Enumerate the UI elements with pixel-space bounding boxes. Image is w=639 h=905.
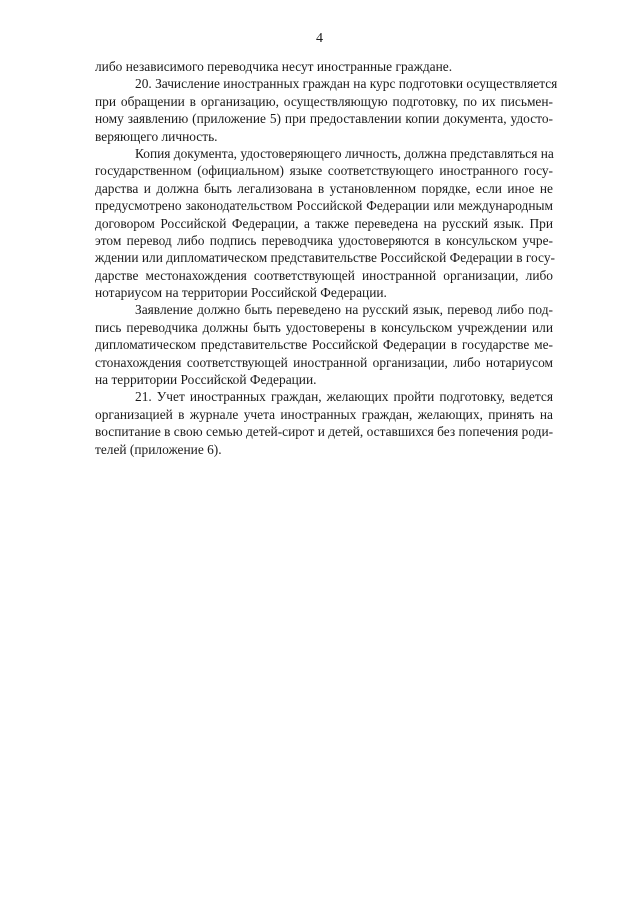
paragraph-application-translation [95, 301, 553, 388]
text-line: Заявление должно быть переведено на русский язык, перевод либо под- [135, 302, 553, 318]
text-line: нотариусом на территории Российской Федерации. [95, 285, 387, 301]
paragraph-item-20 [95, 75, 558, 145]
text-line: дарстве местонахождения соответствующей иностранной организации, либо [95, 267, 553, 283]
text-line: организацией в журнале учета иностранных граждан, желающих, принять на [95, 406, 553, 422]
text-line: 21. Учет иностранных граждан, желающих пройти подготовку, ведется [135, 389, 553, 405]
text-line: 20. Зачисление иностранных граждан на курс подготовки осуществляется [135, 76, 558, 92]
text-line: ному заявлению (приложение 5) при предоставлении копии документа, удосто- [95, 111, 553, 127]
text-line: пись переводчика должны быть удостоверены в консульском учреждении или [95, 319, 553, 335]
text-line: Копия документа, удостоверяющего личность, должна представляться на [135, 145, 554, 161]
text-line: веряющего личность. [95, 128, 218, 144]
text-line: либо независимого переводчика несут иностранные граждане. [95, 59, 453, 74]
text-line: государственном (официальном) языке соответствующего иностранного госу- [95, 163, 553, 179]
text-line: на территории Российской Федерации. [95, 372, 317, 388]
paragraph-continuation [95, 58, 553, 75]
text-line: стонахождения соответствующей иностранной организации, либо нотариусом [95, 354, 553, 370]
text-line: ждении или дипломатическом представительстве Российской Федерации в госу- [95, 250, 555, 266]
paragraph-item-21 [95, 388, 553, 458]
text-line: договором Российской Федерации, а также переведена на русский язык. При [95, 215, 553, 231]
text-line: дарства и должна быть легализована в установленном порядке, если иное не [95, 180, 553, 196]
text-line: воспитание в свою семью детей-сирот и детей, оставшихся без попечения роди- [95, 424, 554, 440]
text-line: при обращении в организацию, осуществляющую подготовку, по их письмен- [95, 93, 553, 109]
text-line: дипломатическом представительстве Российской Федерации в государстве ме- [95, 337, 553, 353]
text-line: предусмотрено законодательством Российской Федерации или международным [95, 198, 553, 214]
paragraph-document-copy [95, 145, 553, 302]
text-line: телей (приложение 6). [95, 441, 222, 457]
document-body [95, 58, 558, 458]
text-line: этом перевод либо подпись переводчика удостоверяются в консульском учре- [95, 232, 553, 248]
page-number: 4 [316, 31, 323, 46]
